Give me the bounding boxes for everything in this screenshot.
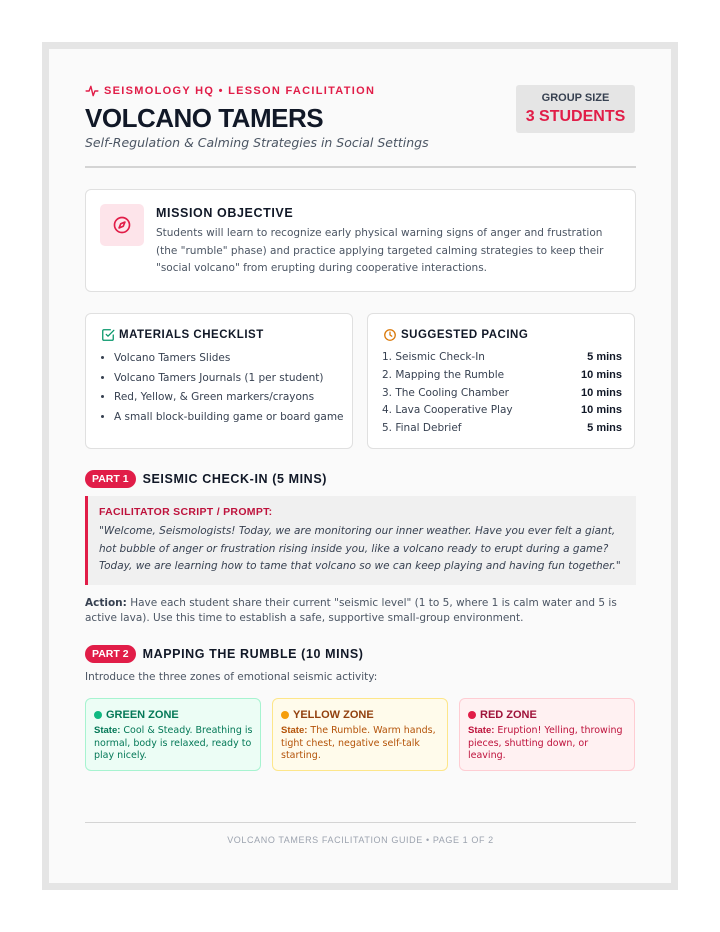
footer-divider bbox=[85, 822, 636, 823]
zone-state-label: State: bbox=[281, 725, 308, 736]
group-size-badge bbox=[516, 85, 635, 133]
compass-icon bbox=[112, 215, 132, 235]
part1-pill: PART 1 bbox=[85, 470, 136, 488]
zone-text bbox=[94, 725, 254, 763]
kicker-text: SEISMOLOGY HQ • LESSON FACILITATION bbox=[104, 85, 376, 97]
zone-text bbox=[468, 725, 628, 763]
zone-name: RED ZONE bbox=[480, 709, 537, 721]
materials-list bbox=[114, 350, 344, 428]
red-zone-title bbox=[468, 709, 537, 721]
yellow-zone-card bbox=[272, 698, 448, 771]
pacing-step: 5. Final Debrief bbox=[382, 422, 462, 435]
list-item: • Volcano Tamers Journals (1 per student) bbox=[114, 370, 344, 390]
mission-icon-box bbox=[100, 204, 144, 246]
pacing-list bbox=[382, 350, 622, 439]
group-size-label: GROUP SIZE bbox=[541, 92, 610, 104]
heartbeat-icon bbox=[85, 84, 99, 98]
pacing-step: 3. The Cooling Chamber bbox=[382, 386, 509, 399]
part2-heading bbox=[85, 645, 364, 663]
zone-state-label: State: bbox=[94, 725, 121, 736]
zone-state: Eruption! Yelling, throwing pieces, shutting down, or leaving. bbox=[468, 725, 623, 761]
pacing-time: 5 mins bbox=[587, 351, 622, 363]
part2-title: MAPPING THE RUMBLE (10 MINS) bbox=[142, 647, 364, 661]
header-kicker bbox=[85, 84, 375, 98]
pacing-time: 10 mins bbox=[581, 368, 622, 381]
list-item: • Volcano Tamers Slides bbox=[114, 350, 344, 370]
zone-state: Cool & Steady. Breathing is normal, body is relaxed, ready to play nicely. bbox=[94, 725, 253, 761]
red-zone-card bbox=[459, 698, 635, 771]
pacing-row bbox=[382, 403, 622, 421]
pacing-time: 10 mins bbox=[581, 386, 622, 399]
pacing-row bbox=[382, 386, 622, 404]
page-title: VOLCANO TAMERS bbox=[85, 103, 324, 133]
pacing-time: 10 mins bbox=[581, 404, 622, 417]
materials-card bbox=[85, 313, 353, 449]
pacing-step: 2. Mapping the Rumble bbox=[382, 368, 505, 381]
part1-heading bbox=[85, 470, 327, 488]
header-divider bbox=[85, 166, 636, 168]
mission-text: Students will learn to recognize early physical warning signs of anger and frustration (the "rumble" phase) and practice applying targeted calming strategies to keep their "social volcano" from erupting during cooperative interactions. bbox=[156, 227, 604, 274]
zone-state-label: State: bbox=[468, 725, 495, 736]
green-dot-icon bbox=[94, 711, 102, 719]
pacing-header bbox=[383, 328, 528, 342]
page-subtitle: Self-Regulation & Calming Strategies in Social Settings bbox=[85, 135, 429, 150]
pacing-row bbox=[382, 368, 622, 386]
materials-title: MATERIALS CHECKLIST bbox=[119, 329, 264, 341]
green-zone-card bbox=[85, 698, 261, 771]
pacing-card bbox=[367, 313, 635, 449]
mission-title: MISSION OBJECTIVE bbox=[156, 206, 294, 220]
part2-pill: PART 2 bbox=[85, 645, 136, 663]
action-text bbox=[85, 596, 645, 625]
script-label: FACILITATOR SCRIPT / PROMPT: bbox=[99, 506, 273, 518]
yellow-zone-title bbox=[281, 709, 374, 721]
checkbox-icon bbox=[101, 328, 115, 342]
yellow-dot-icon bbox=[281, 711, 289, 719]
materials-header bbox=[101, 328, 264, 342]
part1-title: SEISMIC CHECK-IN (5 MINS) bbox=[142, 472, 328, 486]
pacing-time: 5 mins bbox=[587, 422, 622, 435]
zone-name: YELLOW ZONE bbox=[293, 709, 374, 721]
pacing-row bbox=[382, 350, 622, 368]
mission-card bbox=[85, 189, 636, 292]
pacing-step: 1. Seismic Check-In bbox=[382, 351, 485, 363]
zone-text bbox=[281, 725, 441, 763]
list-item: • Red, Yellow, & Green markers/crayons bbox=[114, 389, 344, 409]
pacing-step: 4. Lava Cooperative Play bbox=[382, 404, 513, 417]
zone-name: GREEN ZONE bbox=[106, 709, 179, 721]
clock-icon bbox=[383, 328, 397, 342]
pacing-row bbox=[382, 421, 622, 439]
red-dot-icon bbox=[468, 711, 476, 719]
part2-intro: Introduce the three zones of emotional seismic activity: bbox=[85, 671, 378, 683]
zone-state: The Rumble. Warm hands, tight chest, negative self-talk starting. bbox=[281, 725, 436, 761]
page-footer: VOLCANO TAMERS FACILITATION GUIDE • PAGE 1 OF 2 bbox=[227, 835, 494, 845]
pacing-title: SUGGESTED PACING bbox=[401, 329, 529, 341]
script-text: "Welcome, Seismologists! Today, we are monitoring our inner weather. Have you ever felt a giant, hot bubble of anger or frustration rising inside you, like a volcano ready to erupt during a game? Today, we are learning how to tame that volcano so we can keep playing and having fun together." bbox=[99, 525, 621, 572]
group-size-value: 3 STUDENTS bbox=[525, 108, 626, 125]
action-label: Action: bbox=[85, 597, 127, 609]
green-zone-title bbox=[94, 709, 179, 721]
action-body: Have each student share their current "seismic level" (1 to 5, where 1 is calm water and 5 is active lava). Use this time to establish a safe, supportive small-group environment. bbox=[85, 597, 617, 624]
list-item: • A small block-building game or board game bbox=[114, 409, 344, 429]
facilitator-script bbox=[85, 496, 636, 585]
